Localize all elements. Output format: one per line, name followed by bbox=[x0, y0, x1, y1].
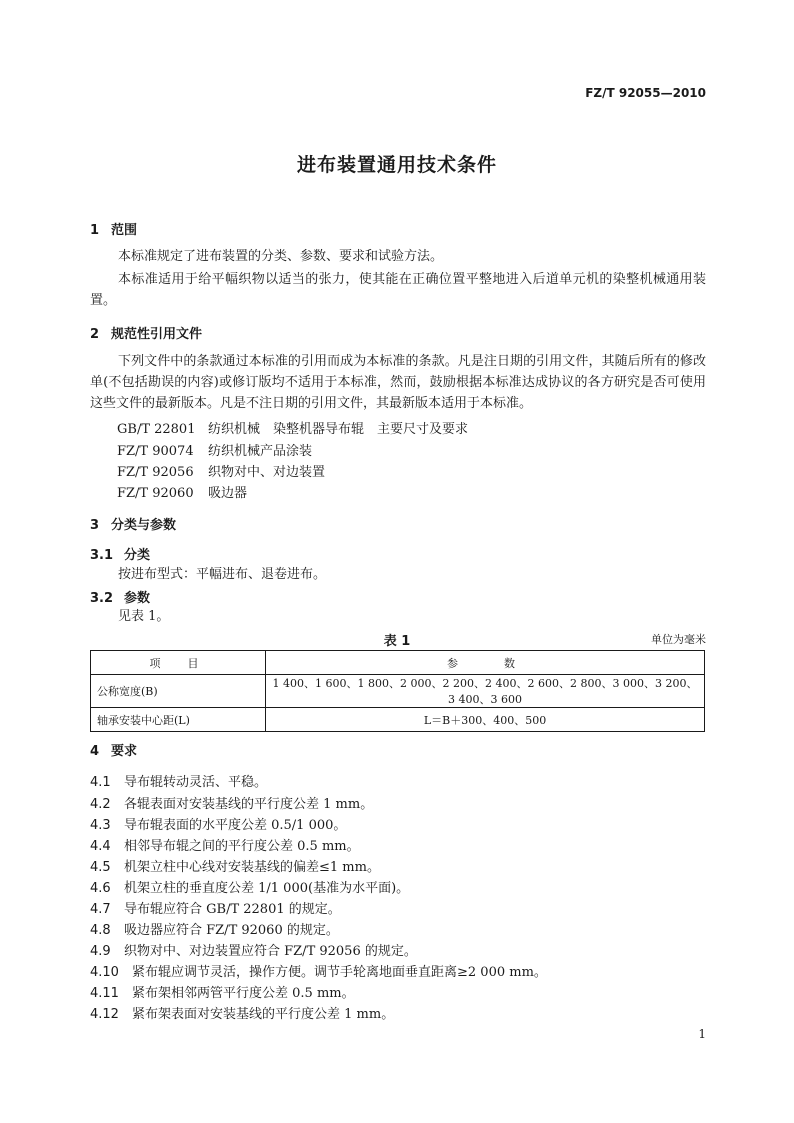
section-title: 规范性引用文件 bbox=[111, 327, 203, 342]
reference-name: 纺织机械产品涂装 bbox=[208, 444, 313, 459]
requirement-item bbox=[90, 814, 346, 833]
reference-item bbox=[117, 418, 468, 437]
reference-name: 吸边器 bbox=[208, 486, 248, 501]
requirement-item bbox=[90, 771, 267, 790]
section-3-heading bbox=[90, 514, 176, 533]
section-number: 2 bbox=[90, 327, 100, 342]
page-title: 进布装置通用技术条件 bbox=[296, 154, 497, 176]
item-text: 机架立柱的垂直度公差 1/1 000(基准为水平面)。 bbox=[124, 881, 410, 896]
item-text: 紧布辊应调节灵活，操作方便。调节手轮离地面垂直距离≥2 000 mm。 bbox=[132, 965, 547, 980]
paragraph: 下列文件中的条款通过本标准的引用而成为本标准的条款。凡是注日期的引用文件，其随后所有的修改单(不包括勘误的内容)或修订版均不适用于本标准，然而，鼓励根据本标准达成协议的各方研究是否可使用这些文件的最新版本。凡是不注日期的引用文件，其最新版本适用于本标准。 bbox=[90, 354, 706, 411]
table-cell-label: 轴承安装中心距(L) bbox=[91, 708, 266, 732]
section-number: 1 bbox=[90, 223, 100, 238]
section-number: 4 bbox=[90, 744, 100, 759]
item-number: 4.9 bbox=[90, 944, 111, 959]
item-number: 4.7 bbox=[90, 902, 111, 917]
requirement-item bbox=[90, 793, 373, 812]
item-text: 导布辊转动灵活、平稳。 bbox=[124, 775, 268, 790]
paragraph: 见表 1。 bbox=[118, 609, 170, 624]
reference-item bbox=[117, 461, 325, 480]
table-header-cell: 项 目 bbox=[91, 651, 266, 675]
table-title: 表 1 bbox=[383, 634, 411, 649]
table-unit: 单位为毫米 bbox=[651, 633, 706, 646]
item-number: 4.10 bbox=[90, 965, 119, 980]
item-number: 4.12 bbox=[90, 1007, 119, 1022]
item-number: 4.6 bbox=[90, 881, 111, 896]
item-text: 紧布架相邻两管平行度公差 0.5 mm。 bbox=[132, 986, 355, 1001]
subsection-number: 3.2 bbox=[90, 591, 114, 606]
item-text: 导布辊表面的水平度公差 0.5/1 000。 bbox=[124, 818, 347, 833]
item-number: 4.1 bbox=[90, 775, 111, 790]
paragraph: 本标准规定了进布装置的分类、参数、要求和试验方法。 bbox=[118, 249, 444, 264]
item-text: 机架立柱中心线对安装基线的偏差≤1 mm。 bbox=[124, 860, 380, 875]
table-header-cell: 参 数 bbox=[266, 651, 705, 675]
section-title: 范围 bbox=[111, 223, 138, 238]
reference-code: GB/T 22801 bbox=[117, 422, 196, 437]
table-cell-value: 1 400、1 600、1 800、2 000、2 200、2 400、2 600、2 800、3 000、3 200、3 400、3 600 bbox=[266, 675, 705, 708]
reference-code: FZ/T 92060 bbox=[117, 486, 194, 501]
requirement-item bbox=[90, 940, 417, 959]
item-text: 织物对中、对边装置应符合 FZ/T 92056 的规定。 bbox=[124, 944, 417, 959]
section-number: 3 bbox=[90, 518, 100, 533]
reference-name: 织物对中、对边装置 bbox=[208, 465, 326, 480]
item-number: 4.11 bbox=[90, 986, 119, 1001]
subsection-3-2-heading bbox=[90, 587, 150, 606]
subsection-3-1-heading bbox=[90, 544, 150, 563]
item-text: 相邻导布辊之间的平行度公差 0.5 mm。 bbox=[124, 839, 360, 854]
subsection-number: 3.1 bbox=[90, 548, 114, 563]
requirement-item bbox=[90, 961, 547, 980]
section-2-heading bbox=[90, 323, 202, 342]
parameter-table bbox=[90, 650, 705, 732]
reference-code: FZ/T 90074 bbox=[117, 444, 194, 459]
table-row bbox=[91, 675, 705, 708]
table-row bbox=[91, 708, 705, 732]
requirement-item bbox=[90, 856, 380, 875]
reference-item bbox=[117, 482, 247, 501]
requirement-item bbox=[90, 877, 409, 896]
table-cell-label: 公称宽度(B) bbox=[91, 675, 266, 708]
item-text: 导布辊应符合 GB/T 22801 的规定。 bbox=[124, 902, 341, 917]
section-title: 要求 bbox=[111, 744, 138, 759]
paragraph: 按进布型式：平幅进布、退卷进布。 bbox=[118, 567, 327, 582]
item-number: 4.5 bbox=[90, 860, 111, 875]
subsection-title: 分类 bbox=[124, 548, 151, 563]
reference-item bbox=[117, 440, 312, 459]
item-number: 4.4 bbox=[90, 839, 111, 854]
reference-code: FZ/T 92056 bbox=[117, 465, 194, 480]
requirement-item bbox=[90, 1003, 394, 1022]
item-text: 紧布架表面对安装基线的平行度公差 1 mm。 bbox=[132, 1007, 395, 1022]
item-number: 4.8 bbox=[90, 923, 111, 938]
subsection-title: 参数 bbox=[124, 591, 151, 606]
requirement-item bbox=[90, 898, 341, 917]
section-4-heading bbox=[90, 740, 137, 759]
section-title: 分类与参数 bbox=[111, 518, 177, 533]
standard-code: FZ/T 92055—2010 bbox=[585, 86, 706, 100]
section-1-heading bbox=[90, 219, 137, 238]
requirement-item bbox=[90, 919, 339, 938]
requirement-item bbox=[90, 982, 355, 1001]
item-number: 4.3 bbox=[90, 818, 111, 833]
table-cell-value: L＝B＋300、400、500 bbox=[266, 708, 705, 732]
reference-name: 纺织机械 染整机器导布辊 主要尺寸及要求 bbox=[208, 422, 469, 437]
requirement-item bbox=[90, 835, 360, 854]
table-header-row bbox=[91, 651, 705, 675]
item-text: 各辊表面对安装基线的平行度公差 1 mm。 bbox=[124, 797, 374, 812]
page-number: 1 bbox=[698, 1027, 706, 1041]
item-text: 吸边器应符合 FZ/T 92060 的规定。 bbox=[124, 923, 339, 938]
paragraph: 本标准适用于给平幅织物以适当的张力，使其能在正确位置平整地进入后道单元机的染整机械通用装置。 bbox=[90, 272, 706, 308]
item-number: 4.2 bbox=[90, 797, 111, 812]
